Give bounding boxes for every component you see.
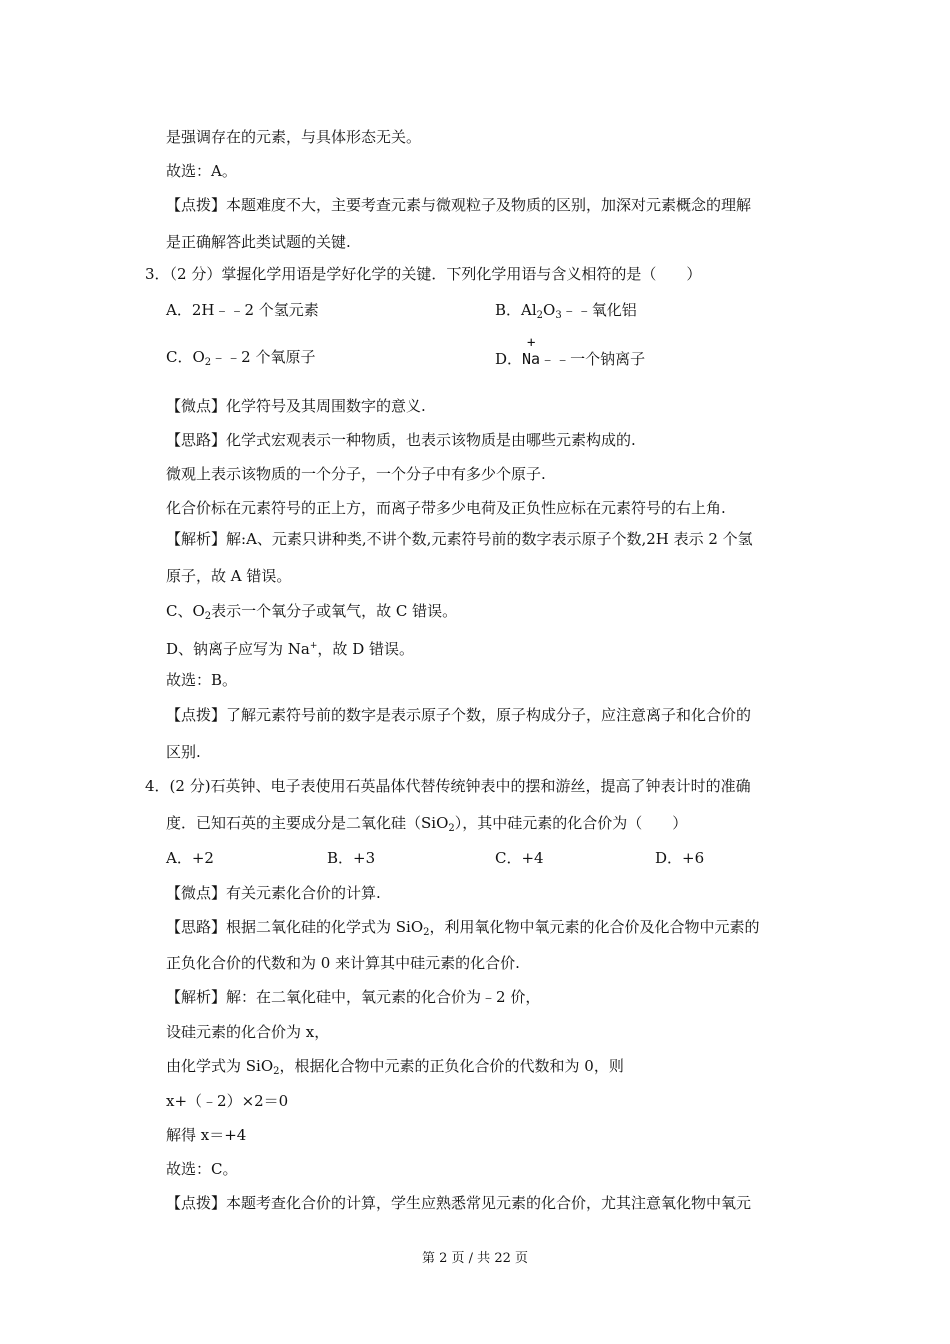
q3-option-b: B．$Al_2O_3﹣﹣$氧化铝: [495, 301, 637, 321]
section-text: 本题难度不大，主要考查元素与微观粒子及物质的区别，加深对元素概念的理解: [226, 196, 752, 214]
text-line: 正负化合价的代数和为 0 来计算其中硅元素的化合价.: [166, 954, 520, 972]
sodium-valence-symbol: + Na: [522, 335, 541, 368]
text-line: C、$O_2$表示一个氧分子或氧气，故 C 错误。: [166, 602, 458, 622]
section-tag: 【思路】: [166, 431, 227, 449]
question-3-stem: 3．（2 分）掌握化学用语是学好化学的关键．下列化学用语与含义相符的是（ ）: [145, 265, 702, 283]
q3-weidian: 【微点】化学符号及其周围数字的意义.: [166, 397, 426, 415]
equation-line: x+（﹣2）×2＝0: [166, 1092, 289, 1110]
q4-silu: 【思路】根据二氧化硅的化学式为 SiO$_2$，利用氧化物中氧元素的化合价及化合物中元素的: [166, 918, 760, 938]
section-tag: 【点拨】: [166, 1194, 227, 1212]
q4-dianbo: 【点拨】本题考查化合价的计算，学生应熟悉常见元素的化合价，尤其注意氧化物中氧元: [166, 1194, 752, 1212]
section-tag: 【微点】: [166, 884, 227, 902]
section-tag: 【点拨】: [166, 706, 227, 724]
q3-jiexi: 【解析】解:A、元素只讲种类,不讲个数,元素符号前的数字表示原子个数,2H 表示 2 个氢: [166, 530, 753, 548]
q3-option-c: C．$O_2﹣﹣2$ 个氧原子: [166, 348, 316, 368]
text-line: 由化学式为 SiO$_2$，根据化合物中元素的正负化合价的代数和为 0，则: [166, 1057, 624, 1077]
q4-option-c: C．+4: [495, 849, 544, 867]
answer-line: 故选：B。: [166, 671, 238, 689]
q4-jiexi: 【解析】解：在二氧化硅中，氧元素的化合价为﹣2 价，: [166, 988, 541, 1006]
text-line: 是正确解答此类试题的关键.: [166, 233, 351, 251]
section-tag: 【解析】: [166, 530, 227, 548]
answer-line: 故选：C。: [166, 1160, 238, 1178]
section-tag: 【微点】: [166, 397, 227, 415]
q3-option-d: D． + Na﹣﹣一个钠离子: [495, 335, 646, 368]
q4-weidian: 【微点】有关元素化合价的计算.: [166, 884, 381, 902]
question-4-stem-cont: 度．已知石英的主要成分是二氧化硅（SiO$_2$），其中硅元素的化合价为（ ）: [166, 814, 688, 834]
q3-dianbo: 【点拨】了解元素符号前的数字是表示原子个数，原子构成分子，应注意离子和化合价的: [166, 706, 752, 724]
q4-option-a: A．+2: [166, 849, 214, 867]
section-tag: 【点拨】: [166, 196, 227, 214]
section-tag: 【思路】: [166, 918, 227, 936]
text-line: 是强调存在的元素，与具体形态无关。: [166, 128, 422, 146]
text-line: 区别.: [166, 743, 201, 761]
page-footer: 第 2 页 / 共 22 页: [422, 1251, 528, 1266]
question-4-stem: 4．(2 分)石英钟、电子表使用石英晶体代替传统钟表中的摆和游丝，提高了钟表计时的准确: [145, 777, 751, 795]
section-tag: 【解析】: [166, 988, 227, 1006]
q3-option-a: A．2H﹣﹣2 个氢元素: [166, 301, 319, 319]
text-line: D、钠离子应写为 Na+，故 D 错误。: [166, 640, 414, 658]
text-line: 化合价标在元素符号的正上方，而离子带多少电荷及正负性应标在元素符号的右上角.: [166, 499, 726, 517]
dianbo-line: [166, 195, 751, 215]
q4-option-b: B．+3: [327, 849, 376, 867]
text-line: 原子，故 A 错误。: [166, 567, 292, 585]
equation-line: 解得 x＝+4: [166, 1126, 247, 1144]
answer-line: 故选：A。: [166, 162, 237, 180]
text-line: 微观上表示该物质的一个分子，一个分子中有多少个原子.: [166, 465, 546, 483]
q3-silu: 【思路】化学式宏观表示一种物质，也表示该物质是由哪些元素构成的.: [166, 431, 636, 449]
text-line: 设硅元素的化合价为 x，: [166, 1023, 330, 1041]
q4-option-d: D．+6: [655, 849, 705, 867]
